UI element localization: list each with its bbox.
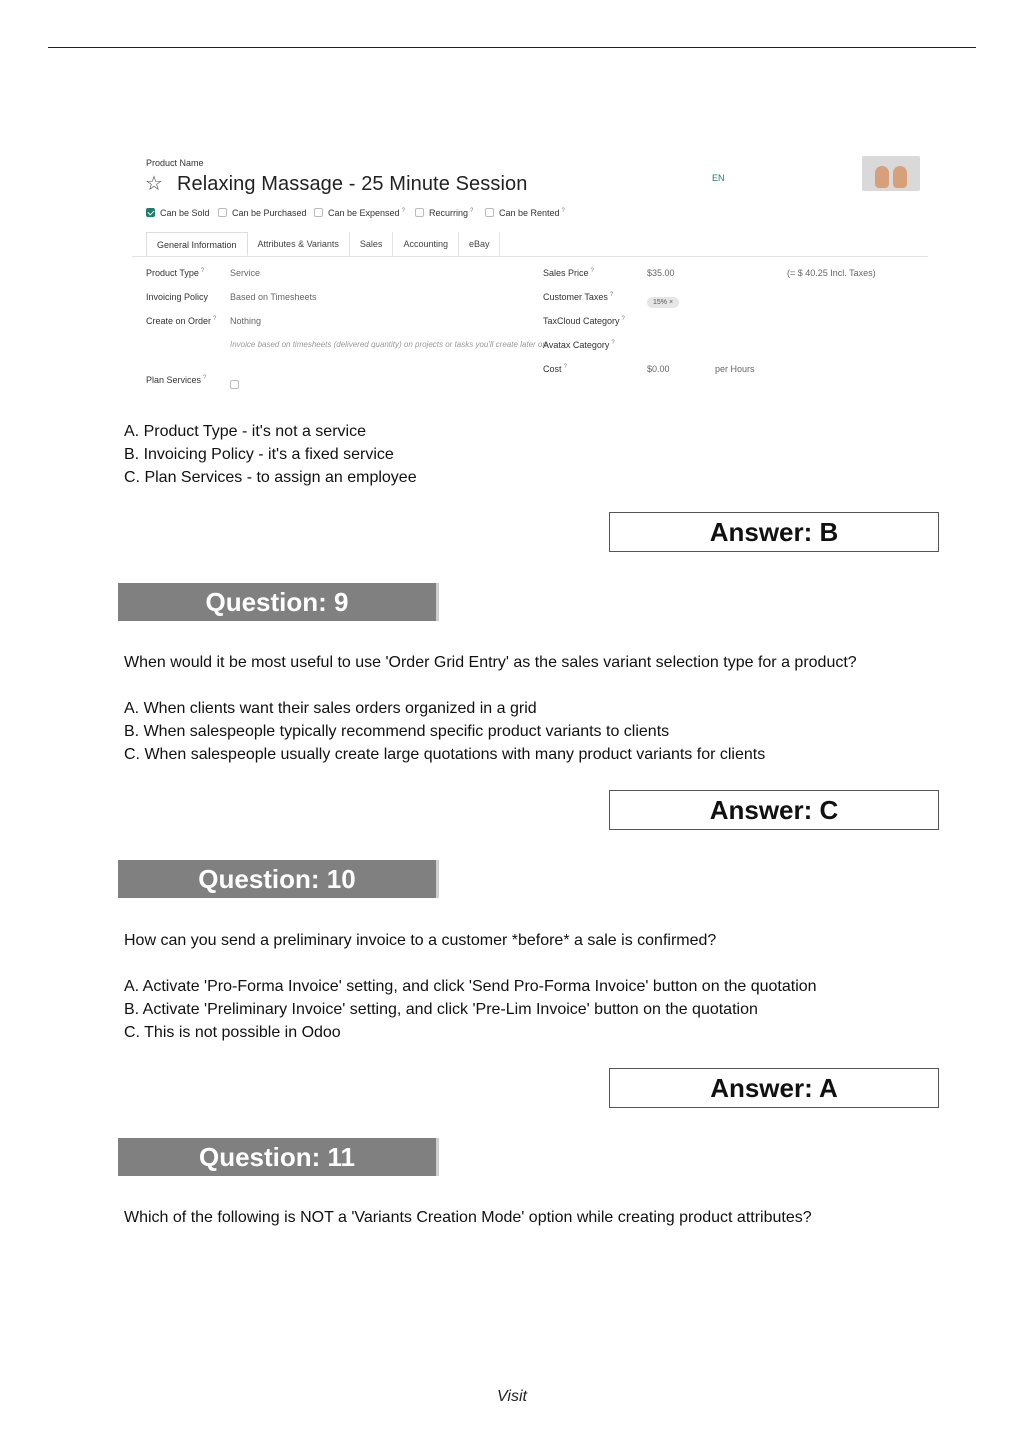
product-name-label: Product Name	[146, 158, 204, 168]
checkbox-recurring[interactable]: Recurring ?	[415, 208, 473, 218]
q11-heading: Question: 11	[118, 1138, 439, 1176]
create-on-order-label: Create on Order ?	[146, 316, 217, 326]
taxcloud-category-label: TaxCloud Category ?	[543, 316, 625, 326]
product-form-screenshot	[132, 150, 932, 400]
sales-price-value[interactable]: $35.00	[647, 268, 675, 278]
product-type-value[interactable]: Service	[230, 268, 261, 278]
create-on-order-value[interactable]: Nothing	[230, 316, 262, 326]
plan-services-label: Plan Services ?	[146, 375, 207, 385]
q10-question: How can you send a preliminary invoice to a customer *before* a sale is confirmed?	[124, 932, 717, 949]
hands-image-icon	[862, 156, 920, 191]
customer-taxes-label: Customer Taxes ?	[543, 292, 614, 302]
checkbox-checked-icon	[146, 208, 155, 217]
cost-value[interactable]: $0.00	[647, 364, 670, 374]
q9-answer-box: Answer: C	[609, 790, 939, 830]
tab-general-information[interactable]: General Information	[146, 232, 248, 256]
form-tabs	[146, 232, 500, 256]
customer-tax-tag[interactable]: 15% ×	[647, 291, 679, 309]
sales-price-label: Sales Price ?	[543, 268, 594, 278]
q8-answer-box: Answer: B	[609, 512, 939, 552]
checkbox-icon	[415, 208, 424, 217]
tab-accounting[interactable]: Accounting	[393, 232, 459, 256]
q10-heading: Question: 10	[118, 860, 439, 898]
language-badge[interactable]: EN	[712, 173, 725, 183]
invoicing-policy-label: Invoicing Policy	[146, 292, 209, 302]
checkbox-can-be-purchased[interactable]: Can be Purchased	[218, 208, 307, 218]
checkbox-icon	[314, 208, 323, 217]
product-image[interactable]	[862, 156, 920, 191]
sales-price-incl-taxes: (= $ 40.25 Incl. Taxes)	[787, 268, 876, 278]
tab-attributes-variants[interactable]: Attributes & Variants	[248, 232, 350, 256]
checkbox-icon	[218, 208, 227, 217]
tab-sales[interactable]: Sales	[350, 232, 394, 256]
checkbox-icon	[230, 380, 239, 389]
q8-option-c: C. Plan Services - to assign an employee	[124, 469, 417, 486]
checkbox-can-be-sold[interactable]: Can be Sold	[146, 208, 210, 218]
q10-option-a: A. Activate 'Pro-Forma Invoice' setting, and click 'Send Pro-Forma Invoice' button on the quotation	[124, 978, 817, 995]
cost-label: Cost ?	[543, 364, 567, 374]
cost-unit: per Hours	[715, 364, 755, 374]
product-type-label: Product Type ?	[146, 268, 205, 278]
tab-divider	[132, 256, 928, 257]
footer-visit: Visit	[497, 1388, 527, 1405]
checkbox-can-be-expensed[interactable]: Can be Expensed ?	[314, 208, 405, 218]
q9-heading: Question: 9	[118, 583, 439, 621]
top-rule	[48, 47, 976, 48]
q10-answer-box: Answer: A	[609, 1068, 939, 1108]
q9-question: When would it be most useful to use 'Order Grid Entry' as the sales variant selection type for a product?	[124, 654, 857, 671]
checkbox-icon	[485, 208, 494, 217]
checkbox-can-be-rented[interactable]: Can be Rented ?	[485, 208, 565, 218]
q9-option-c: C. When salespeople usually create large quotations with many product variants for clients	[124, 746, 766, 763]
invoicing-policy-value[interactable]: Based on Timesheets	[230, 292, 317, 302]
q9-option-b: B. When salespeople typically recommend specific product variants to clients	[124, 723, 670, 740]
product-title: Relaxing Massage - 25 Minute Session	[177, 173, 528, 195]
invoicing-help-text: Invoice based on timesheets (delivered quantity) on projects or tasks you'll create later on.	[230, 340, 550, 349]
q11-question: Which of the following is NOT a 'Variants Creation Mode' option while creating product attributes?	[124, 1209, 812, 1226]
q10-option-b: B. Activate 'Preliminary Invoice' setting, and click 'Pre-Lim Invoice' button on the quotation	[124, 1001, 758, 1018]
q8-option-a: A. Product Type - it's not a service	[124, 423, 366, 440]
avatax-category-label: Avatax Category ?	[543, 340, 615, 350]
q10-option-c: C. This is not possible in Odoo	[124, 1024, 341, 1041]
favorite-star-icon[interactable]: ☆	[145, 173, 163, 195]
q9-option-a: A. When clients want their sales orders organized in a grid	[124, 700, 537, 717]
q8-option-b: B. Invoicing Policy - it's a fixed service	[124, 446, 394, 463]
plan-services-checkbox[interactable]	[230, 375, 244, 393]
tab-ebay[interactable]: eBay	[459, 232, 501, 256]
